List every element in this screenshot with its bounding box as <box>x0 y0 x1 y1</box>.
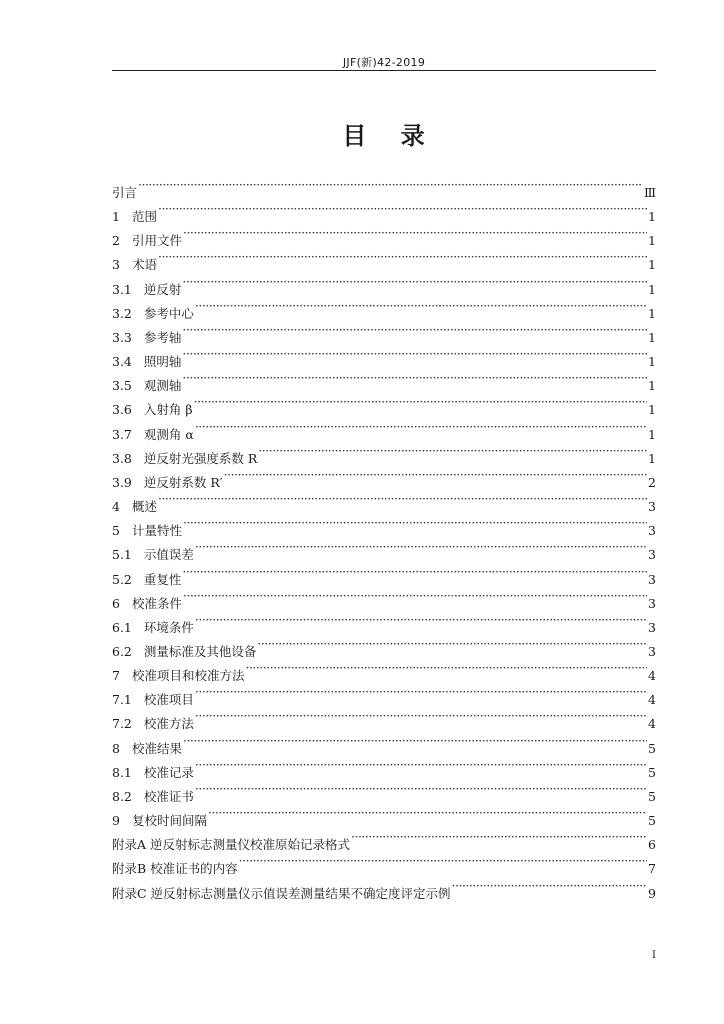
toc-entry-number: 3.3 <box>112 329 132 345</box>
toc-entry-page: 1 <box>648 257 656 273</box>
toc-dot-leader <box>452 874 648 898</box>
toc-entry-label: 引用文件 <box>131 233 182 249</box>
toc-entry-label: 环境条件 <box>143 619 194 635</box>
toc-dot-leader <box>195 680 647 704</box>
toc-entry-page: 5 <box>648 740 656 756</box>
toc-entry-label: 观测角 α <box>143 426 194 442</box>
toc-entry-label: 校准项目 <box>143 692 194 708</box>
toc-dot-leader <box>195 535 647 559</box>
toc-dot-leader <box>257 632 647 656</box>
toc-entry-page: Ⅲ <box>643 185 656 200</box>
toc-entry[interactable] <box>112 197 656 225</box>
toc-entry-page: 1 <box>648 354 656 370</box>
toc-entry-number: 3.7 <box>112 426 132 442</box>
toc-entry-label: 附录A 逆反射标志测量仪校准原始记录格式 <box>112 837 351 853</box>
toc-entry-label: 观测轴 <box>143 378 182 394</box>
toc-entry-label: 重复性 <box>143 571 182 587</box>
toc-entry-number: 3.5 <box>112 378 132 394</box>
toc-entry-page: 1 <box>648 402 656 418</box>
toc-dot-leader <box>258 439 647 463</box>
toc-dot-leader <box>351 825 647 849</box>
toc-entry-page: 4 <box>648 716 656 732</box>
toc-entry-page: 1 <box>648 233 656 249</box>
toc-entry-number: 4 <box>112 499 120 515</box>
toc-entry-label: 校准证书 <box>143 788 194 804</box>
toc-entry-page: 3 <box>648 523 656 539</box>
toc-dot-leader <box>183 511 647 535</box>
toc-entry-label: 校准项目和校准方法 <box>131 668 245 684</box>
toc-entry[interactable] <box>112 584 656 611</box>
toc-entry-page: 1 <box>648 426 656 442</box>
toc-entry-number: 3.2 <box>112 305 132 321</box>
toc-entry[interactable] <box>112 270 656 297</box>
toc-entry-number: 6.2 <box>112 643 132 659</box>
toc-entry-page: 3 <box>648 643 656 659</box>
toc-entry-page: 6 <box>648 837 656 853</box>
toc-entry-label: 校准方法 <box>143 716 194 732</box>
toc-entry-number: 3 <box>112 257 120 273</box>
toc-entry[interactable] <box>112 535 656 563</box>
toc-entry-number: 5.1 <box>112 547 132 563</box>
toc-entry[interactable] <box>112 487 656 515</box>
toc-entry[interactable] <box>112 294 656 321</box>
toc-entry-label: 校准记录 <box>143 764 194 780</box>
toc-dot-leader <box>183 221 647 245</box>
toc-dot-leader <box>182 560 647 584</box>
toc-entry-label: 引言 <box>112 185 138 200</box>
toc-entry-label: 逆反射 <box>143 281 182 297</box>
toc-entry-page: 1 <box>648 378 656 394</box>
toc-entry-number: 6.1 <box>112 619 132 635</box>
toc-entry-number: 3.8 <box>112 450 132 466</box>
toc-entry-page: 5 <box>648 813 656 829</box>
toc-entry-number: 3.6 <box>112 402 132 418</box>
toc-dot-leader <box>158 197 647 221</box>
toc-entry-label: 校准条件 <box>131 595 182 611</box>
toc-entry-number: 6 <box>112 595 120 611</box>
toc-entry-page: 1 <box>648 450 656 466</box>
toc-entry[interactable] <box>112 511 656 539</box>
toc-dot-leader <box>158 245 647 269</box>
toc-entry-page: 4 <box>648 668 656 684</box>
toc-entry-label: 参考中心 <box>143 305 194 321</box>
toc-dot-leader <box>138 173 643 197</box>
page-title: 目 录 <box>342 122 426 150</box>
toc-entry-label: 术语 <box>131 257 157 273</box>
toc-entry-label: 逆反射光强度系数 R <box>143 450 258 466</box>
toc-entry-page: 3 <box>648 499 656 515</box>
toc-entry-number: 5 <box>112 523 120 539</box>
toc-entry-label: 附录C 逆反射标志测量仪示值误差测量结果不确定度评定示例 <box>112 885 451 901</box>
toc-entry-number: 8.1 <box>112 764 132 780</box>
toc-entry[interactable] <box>112 342 656 370</box>
toc-entry-number: 8 <box>112 740 120 756</box>
toc-entry-page: 5 <box>648 764 656 780</box>
toc-entry[interactable] <box>112 245 656 273</box>
toc-entry-number: 7 <box>112 668 120 684</box>
toc-entry-number: 9 <box>112 813 120 829</box>
toc-entry-label: 范围 <box>131 209 157 225</box>
toc-entry-page: 3 <box>648 595 656 611</box>
toc-dot-leader <box>224 463 647 487</box>
toc-entry-page: 4 <box>648 692 656 708</box>
toc-entry[interactable] <box>112 366 656 394</box>
toc-entry[interactable] <box>112 753 656 780</box>
toc-entry-page: 3 <box>648 619 656 635</box>
toc-entry-label: 参考轴 <box>143 329 182 345</box>
toc-dot-leader <box>195 294 647 318</box>
toc-dot-leader <box>239 849 647 873</box>
toc-dot-leader <box>183 584 647 608</box>
toc-entry-label: 测量标准及其他设备 <box>143 643 257 659</box>
toc-entry[interactable] <box>112 390 656 418</box>
toc-dot-leader <box>245 656 647 680</box>
toc-dot-leader <box>195 777 647 801</box>
toc-entry-label: 复校时间间隔 <box>131 813 207 829</box>
toc-entry-label: 校准结果 <box>131 740 182 756</box>
page-number: I <box>652 950 656 961</box>
toc-entry[interactable] <box>112 221 656 249</box>
toc-entry-page: 5 <box>648 788 656 804</box>
toc-entry-number: 7.1 <box>112 692 132 708</box>
toc-entry-number: 3.4 <box>112 354 132 370</box>
toc-entry-page: 2 <box>648 474 656 490</box>
toc-dot-leader <box>182 270 647 294</box>
toc-entry-page: 7 <box>648 861 656 877</box>
toc-entry-number: 7.2 <box>112 716 132 732</box>
toc-dot-leader <box>182 318 647 342</box>
toc-entry-number: 3.9 <box>112 474 132 490</box>
toc-dot-leader <box>194 390 647 414</box>
toc-entry-number: 3.1 <box>112 281 132 297</box>
toc-entry-label: 照明轴 <box>143 354 182 370</box>
toc-entry-page: 3 <box>648 571 656 587</box>
toc-entry[interactable] <box>112 608 656 635</box>
toc-entry-label: 示值误差 <box>143 547 194 563</box>
toc-entry-page: 1 <box>648 281 656 297</box>
toc-entry[interactable] <box>112 729 656 756</box>
toc-entry-number: 2 <box>112 233 120 249</box>
document-code-header: JJF(新)42-2019 <box>342 56 426 69</box>
toc-entry-number: 5.2 <box>112 571 132 587</box>
toc-dot-leader <box>183 729 647 753</box>
toc-entry-page: 9 <box>648 885 656 901</box>
toc-entry-label: 计量特性 <box>131 523 182 539</box>
toc-entry[interactable] <box>112 318 656 345</box>
toc-entry-page: 1 <box>648 329 656 345</box>
toc-entry-label: 概述 <box>131 499 157 515</box>
toc-dot-leader <box>158 487 647 511</box>
toc-dot-leader <box>195 608 647 632</box>
toc-entry-page: 3 <box>648 547 656 563</box>
toc-entry[interactable] <box>112 415 656 442</box>
toc-dot-leader <box>182 366 647 390</box>
toc-entry-number: 1 <box>112 209 120 225</box>
toc-entry-number: 8.2 <box>112 788 132 804</box>
toc-dot-leader <box>195 753 647 777</box>
table-of-contents <box>112 173 656 901</box>
header-divider <box>112 70 656 71</box>
toc-entry-label: 入射角 β <box>143 402 193 418</box>
toc-entry[interactable] <box>112 560 656 587</box>
toc-dot-leader <box>182 342 647 366</box>
toc-entry[interactable] <box>112 173 656 200</box>
toc-dot-leader <box>208 801 647 825</box>
toc-entry-label: 附录B 校准证书的内容 <box>112 861 238 877</box>
toc-dot-leader <box>195 415 647 439</box>
toc-entry-page: 1 <box>648 305 656 321</box>
toc-entry-page: 1 <box>648 209 656 225</box>
toc-entry-label: 逆反射系数 R′ <box>143 474 223 490</box>
toc-dot-leader <box>195 704 647 728</box>
